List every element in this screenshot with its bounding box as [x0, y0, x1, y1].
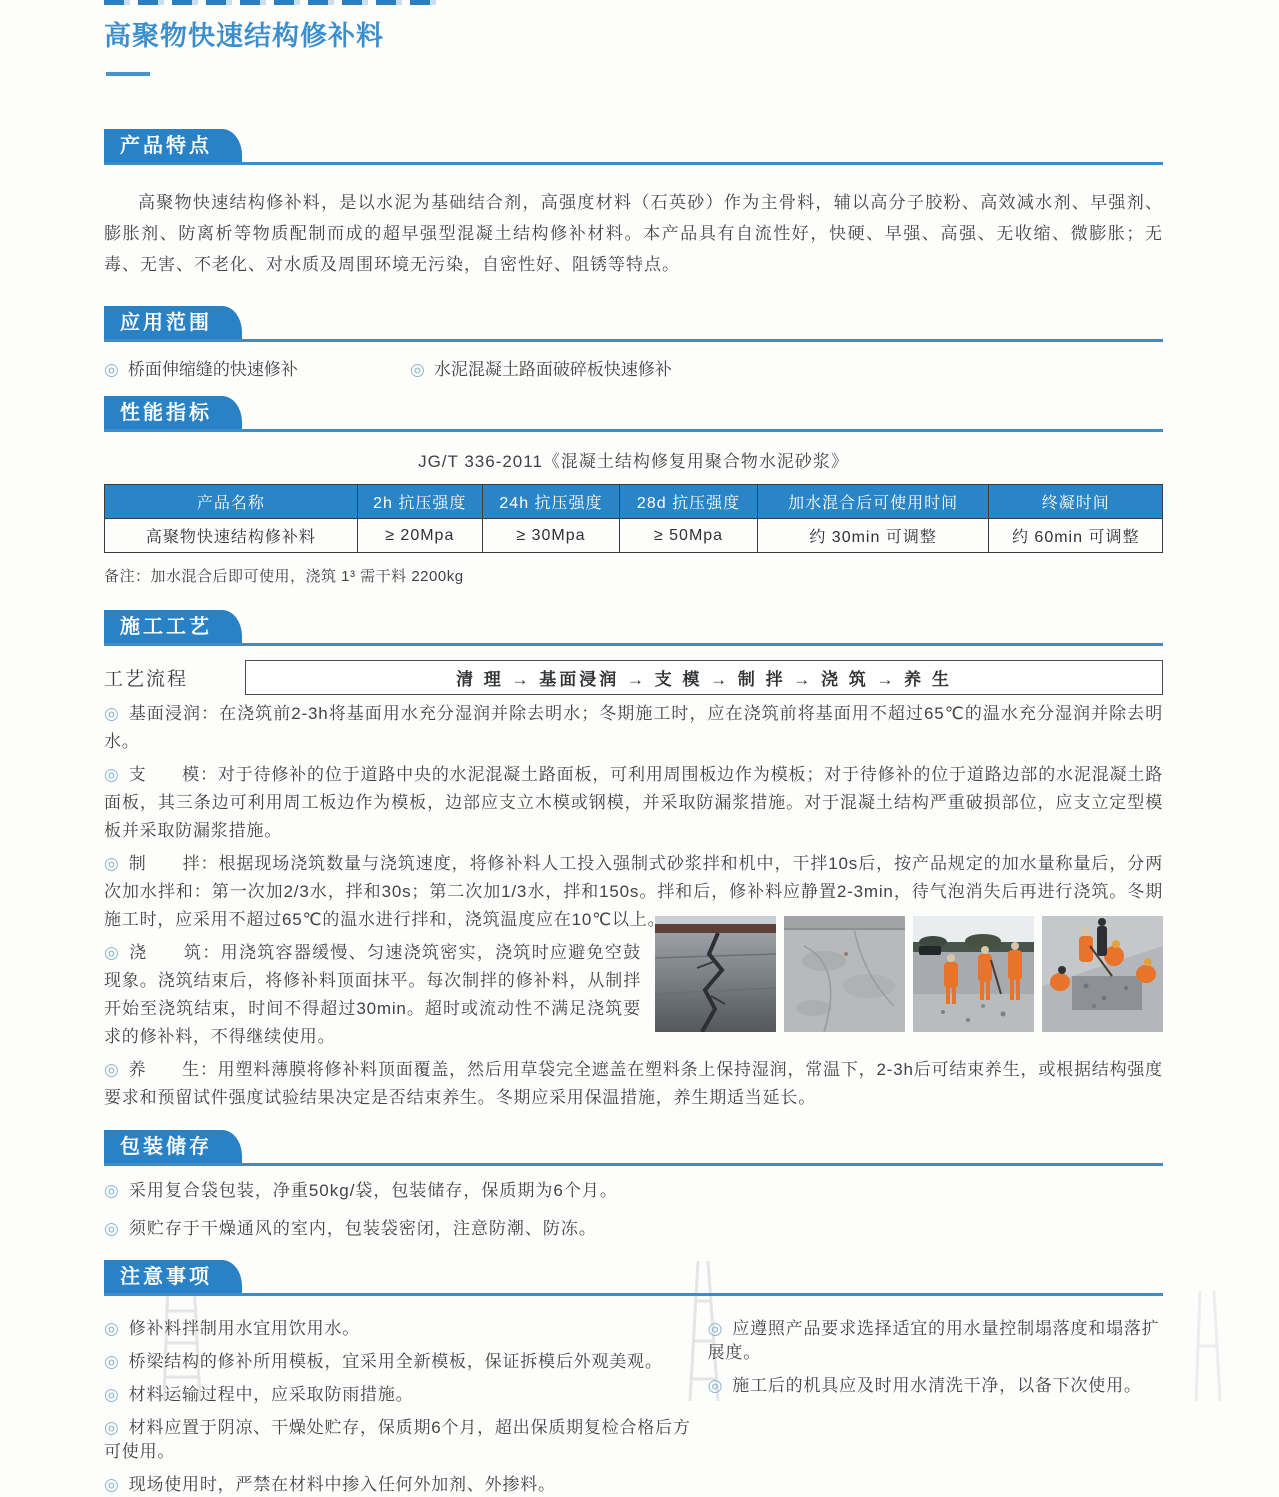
step-base-wetting — [104, 700, 1163, 756]
notes-right-column — [708, 1308, 1163, 1497]
ring-bullet-icon: ◎ — [104, 1418, 120, 1437]
section-header-construction — [104, 610, 1163, 646]
step-curing — [104, 1056, 1163, 1112]
note-item — [104, 1383, 708, 1407]
ring-bullet-icon: ◎ — [410, 360, 425, 379]
process-flow-label: 工艺流程 — [104, 669, 189, 690]
step-label: 基面浸润： — [128, 704, 220, 723]
notes-columns — [104, 1308, 1163, 1497]
ring-bullet-icon: ◎ — [104, 1352, 120, 1371]
cell-2h-strength: ≥ 20Mpa — [357, 519, 482, 553]
ring-bullet-icon: ◎ — [707, 1376, 724, 1395]
section-header-performance — [104, 396, 1163, 432]
standard-reference: JG/T 336-2011《混凝土结构修复用聚合物水泥砂浆》 — [418, 452, 849, 471]
section-header-features — [104, 129, 1163, 165]
col-header-final-set-time: 终凝时间 — [989, 485, 1163, 519]
step-label: 浇 筑： — [129, 943, 221, 962]
note-item-text: 施工后的机具应及时用水清洗干净，以备下次使用。 — [732, 1376, 1142, 1395]
note-item-text: 材料运输过程中，应采取防雨措施。 — [128, 1385, 414, 1404]
application-items — [104, 358, 1163, 382]
note-item-text: 材料应置于阴凉、干燥处贮存，保质期6个月，超出保质期复检合格后方可使用。 — [104, 1418, 691, 1461]
ring-bullet-icon: ◎ — [104, 1475, 120, 1494]
note-item-text: 桥梁结构的修补所用模板，宜采用全新模板，保证拆模后外观美观。 — [128, 1352, 663, 1371]
performance-table-header-row — [105, 485, 1163, 519]
col-header-usable-time: 加水混合后可使用时间 — [757, 485, 989, 519]
process-flow-row — [104, 660, 1163, 695]
note-item — [104, 1473, 708, 1497]
section-tab-application: 应用范围 — [104, 306, 242, 339]
cell-usable-time: 约 30min 可调整 — [757, 519, 989, 553]
note-item — [104, 1416, 708, 1464]
ring-bullet-icon: ◎ — [104, 1385, 120, 1404]
section-tab-features: 产品特点 — [104, 129, 242, 162]
section-header-notes — [104, 1260, 1163, 1296]
performance-table — [104, 484, 1163, 553]
construction-steps — [104, 700, 1163, 1112]
section-header-application — [104, 306, 1163, 342]
ring-bullet-icon: ◎ — [104, 1319, 120, 1338]
ring-bullet-icon: ◎ — [104, 1181, 120, 1200]
features-paragraph: 高聚物快速结构修补料，是以水泥为基础结合剂，高强度材料（石英砂）作为主骨料，辅以高分子胶粉、高效减水剂、早强剂、膨胀剂、防离析等物质配制而成的超早强型混凝土结构修补材料。本产品具有自流性好，快硬、早强、高强、无收缩、微膨胀；无毒、无害、不老化、对水质及周围环境无污染，自密性好、阻锈等特点。 — [104, 193, 1163, 274]
photo-broken-concrete-slab — [784, 916, 905, 1032]
note-item-text: 现场使用时，严禁在材料中掺入任何外加剂、外掺料。 — [128, 1475, 556, 1494]
step-text: 用塑料薄膜将修补料顶面覆盖，然后用草袋完全遮盖在塑料条上保持湿润，常温下，2-3h后可结束养生，或根据结构强度要求和预留试件强度试验结果决定是否结束养生。冬期应采用保温措施，养生期适当延长。 — [104, 1060, 1163, 1107]
col-header-28d-strength: 28d 抗压强度 — [620, 485, 758, 519]
ring-bullet-icon: ◎ — [104, 943, 121, 962]
title-underline — [106, 72, 150, 76]
packaging-item — [104, 1178, 1163, 1204]
ring-bullet-icon: ◎ — [104, 1060, 120, 1079]
cell-final-set-time: 约 60min 可调整 — [989, 519, 1163, 553]
note-item — [104, 1317, 708, 1341]
section-header-packaging — [104, 1130, 1163, 1166]
application-item — [410, 358, 672, 382]
note-item — [104, 1350, 708, 1374]
step-formwork — [104, 761, 1163, 845]
construction-photos — [655, 916, 1163, 1032]
note-item — [708, 1317, 1163, 1365]
section-tab-packaging: 包装储存 — [104, 1130, 242, 1163]
application-item-label: 桥面伸缩缝的快速修补 — [127, 360, 298, 379]
cell-28d-strength: ≥ 50Mpa — [620, 519, 758, 553]
notes-left-column — [104, 1308, 708, 1497]
ring-bullet-icon: ◎ — [104, 1219, 120, 1238]
ring-bullet-icon: ◎ — [707, 1319, 724, 1338]
cell-product-name: 高聚物快速结构修补料 — [105, 519, 358, 553]
step-text: 对于待修补的位于道路中央的水泥混凝土路面板，可利用周围板边作为模板；对于待修补的位于道路边部的水泥混凝土路面板，其三条边可利用周工板边作为模板，边部应支立木模或钢模，并采取防漏浆措施。对于混凝土结构严重破损部位，应支立定型模板并采取防漏浆措施。 — [104, 765, 1163, 840]
page-title: 高聚物快速结构修补料 — [104, 21, 384, 51]
section-tab-performance: 性能指标 — [104, 396, 242, 429]
step-label: 养 生： — [128, 1060, 218, 1079]
col-header-product-name: 产品名称 — [105, 485, 358, 519]
col-header-2h-strength: 2h 抗压强度 — [357, 485, 482, 519]
ring-bullet-icon: ◎ — [104, 704, 120, 723]
note-item — [708, 1374, 1163, 1398]
packaging-item-text: 采用复合袋包装，净重50kg/袋，包装储存，保质期为6个月。 — [128, 1181, 618, 1200]
step-text: 在浇筑前2-3h将基面用水充分湿润并除去明水；冬期施工时，应在浇筑前将基面用不超过65℃的温水充分湿润并除去明水。 — [104, 704, 1164, 751]
photo-road-repair-crew — [913, 916, 1034, 1032]
ring-bullet-icon: ◎ — [104, 765, 120, 784]
table-remark: 备注：加水混合后即可使用，浇筑 1³ 需干料 2200kg — [104, 568, 464, 585]
packaging-item — [104, 1216, 1163, 1242]
step-text: 用浇筑容器缓慢、匀速浇筑密实，浇筑时应避免空鼓现象。浇筑结束后，将修补料顶面抹平。每次制拌的修补料，从制拌开始至浇筑结束，时间不得超过30min。超时或流动性不满足浇筑要求的修补料，不得继续使用。 — [104, 943, 642, 1046]
performance-table-row — [105, 519, 1163, 553]
step-label: 制 拌： — [128, 854, 219, 873]
step-label: 支 模： — [128, 765, 218, 784]
process-flow-diagram: 清 理 → 基面浸润 → 支 模 → 制 拌 → 浇 筑 → 养 生 — [245, 660, 1163, 695]
photo-pavement-patching-crew — [1042, 916, 1163, 1032]
step-text: 根据现场浇筑数量与浇筑速度，将修补料人工投入强制式砂浆拌和机中，干拌10s后，按产品规定的加水量称量后，分两次加水拌和：第一次加2/3水，拌和30s；第二次加1/3水，拌和150s。拌和后，修补料应静置2-3min，待气泡消失后再进行浇筑。冬期施工时，应采用不超过65℃的温水进行拌和，浇筑温度应在10℃以上。 — [104, 854, 1164, 929]
ring-bullet-icon: ◎ — [104, 854, 120, 873]
note-item-text: 应遵照产品要求选择适宜的用水量控制塌落度和塌落扩展度。 — [707, 1319, 1160, 1362]
ring-bullet-icon: ◎ — [104, 360, 119, 379]
section-tab-notes: 注意事项 — [104, 1260, 242, 1293]
photo-cracked-pavement — [655, 916, 776, 1032]
col-header-24h-strength: 24h 抗压强度 — [482, 485, 620, 519]
section-tab-construction: 施工工艺 — [104, 610, 242, 643]
application-item-label: 水泥混凝土路面破碎板快速修补 — [433, 360, 672, 379]
packaging-item-text: 须贮存于干燥通风的室内，包装袋密闭，注意防潮、防冻。 — [128, 1219, 597, 1238]
cell-24h-strength: ≥ 30Mpa — [482, 519, 620, 553]
note-item-text: 修补料拌制用水宜用饮用水。 — [128, 1319, 361, 1338]
application-item — [104, 358, 410, 382]
